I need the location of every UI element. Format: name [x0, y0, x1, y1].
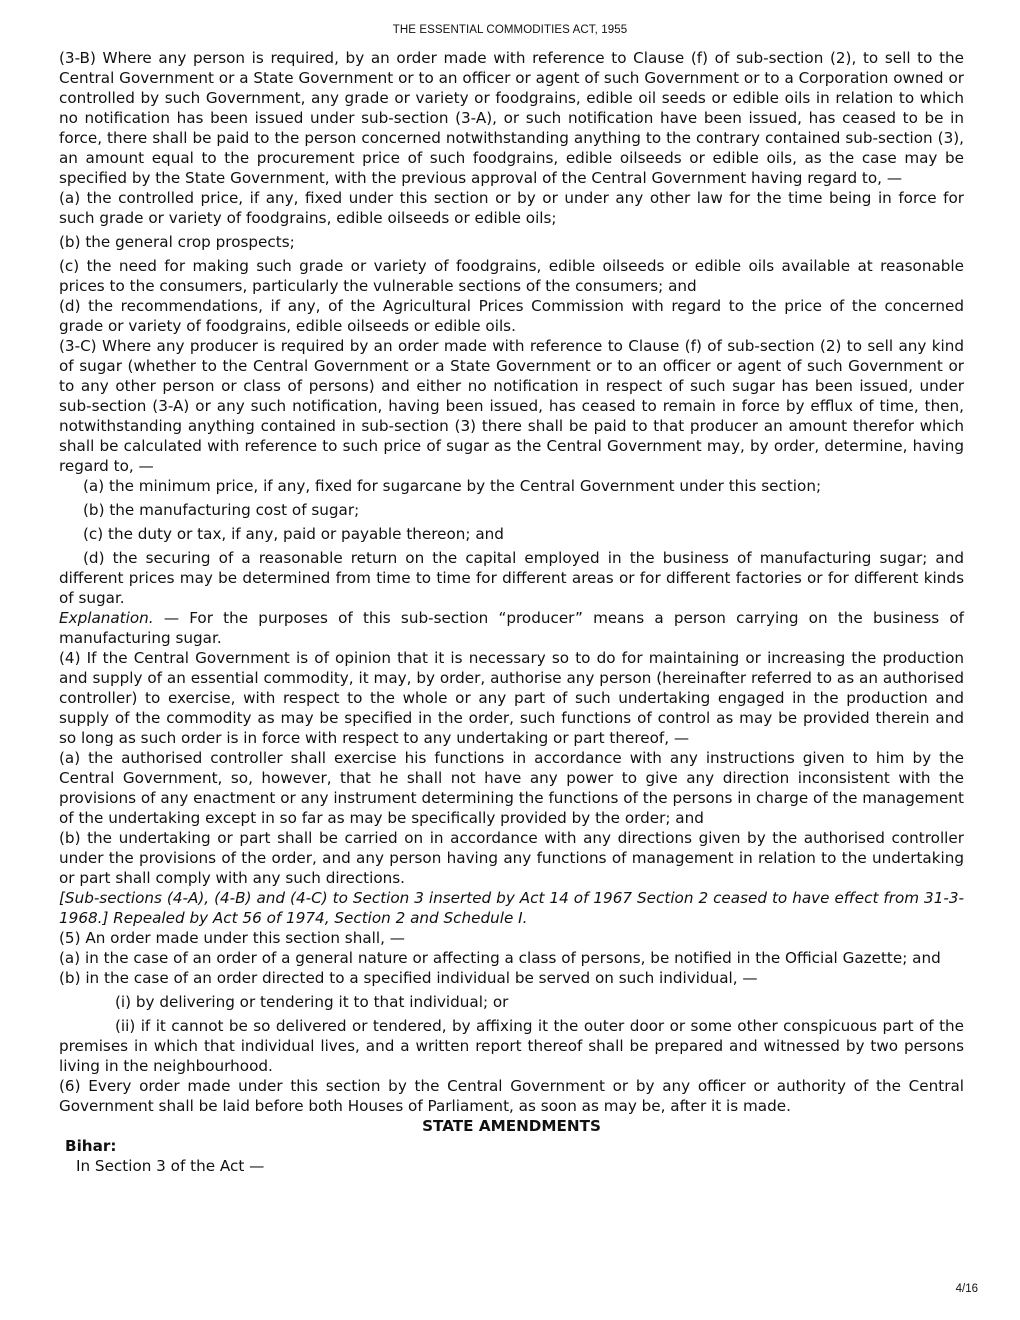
para-3b-c: (c) the need for making such grade or variety of foodgrains, edible oilseeds or edible oils available at reasonable prices to the consumers, particularly the vulnerable sections of the consumers; and	[59, 257, 964, 295]
document-body	[59, 48, 964, 1176]
para-6: (6) Every order made under this section by the Central Government or by any officer or authority of the Central Government shall be laid before both Houses of Parliament, as soon as may be, after it is made.	[59, 1077, 964, 1115]
para-5-b-i: (i) by delivering or tendering it to that individual; or	[115, 993, 509, 1011]
explanation-label: Explanation.	[59, 609, 154, 627]
state-amendments-heading: STATE AMENDMENTS	[422, 1117, 601, 1135]
para-3c-a: (a) the minimum price, if any, fixed for sugarcane by the Central Government under this section;	[83, 477, 822, 495]
para-5: (5) An order made under this section shall, —	[59, 929, 405, 947]
para-3b-a: (a) the controlled price, if any, fixed under this section or by or under any other law for the time being in force for such grade or variety of foodgrains, edible oilseeds or edible oils;	[59, 189, 964, 227]
para-3c-b: (b) the manufacturing cost of sugar;	[83, 501, 360, 519]
para-4-a: (a) the authorised controller shall exercise his functions in accordance with any instructions given to him by the Central Government, so, however, that he shall not have any power to give any direction inconsistent with the provisions of any enactment or any instrument determining the functions of the persons in charge of the management of the undertaking except in so far as may be specifically provided by the order; and	[59, 749, 964, 827]
para-3b: (3-B) Where any person is required, by an order made with reference to Clause (f) of sub-section (2), to sell to the Central Government or a State Government or to an officer or agent of such Government or to a Corporation owned or controlled by such Government, any grade or variety or foodgrains, edible oil seeds or edible oils in relation to which no notification has been issued under sub-section (3-A), or such notification have been issued, has ceased to be in force, there shall be paid to the person concerned notwithstanding anything to the contrary contained sub-section (3), an amount equal to the procurement price of such foodgrains, edible oilseeds or edible oils, as the case may be specified by the State Government, with the previous approval of the Central Government having regard to, —	[59, 49, 964, 187]
para-5-b-ii: (ii) if it cannot be so delivered or tendered, by affixing it the outer door or some other conspicuous part of the premises in which that individual lives, and a written report thereof shall be prepared and witnessed by two persons living in the neighbourhood.	[59, 1017, 964, 1075]
para-5-a: (a) in the case of an order of a general nature or affecting a class of persons, be notified in the Official Gazette; and	[59, 949, 941, 967]
para-3b-d: (d) the recommendations, if any, of the Agricultural Prices Commission with regard to the price of the concerned grade or variety of foodgrains, edible oilseeds or edible oils.	[59, 297, 964, 335]
para-3c: (3-C) Where any producer is required by an order made with reference to Clause (f) of sub-section (2) to sell any kind of sugar (whether to the Central Government or a State Government or to an officer or agent of such Government or to any other person or class of persons) and either no notification in respect of such sugar has been issued, under sub-section (3-A) or any such notification, having been issued, has ceased to remain in force by efflux of time, then, notwithstanding anything contained in sub-section (3) there shall be paid to that producer an amount therefor which shall be calculated with reference to such price of sugar as the Central Government may, by order, determine, having regard to, —	[59, 337, 964, 475]
para-4-b: (b) the undertaking or part shall be carried on in accordance with any directions given by the authorised controller under the provisions of the order, and any person having any functions of management in relation to the undertaking or part shall comply with any such directions.	[59, 829, 964, 887]
para-3c-c: (c) the duty or tax, if any, paid or payable thereon; and	[83, 525, 504, 543]
explanation	[59, 608, 964, 648]
running-header: THE ESSENTIAL COMMODITIES ACT, 1955	[392, 24, 628, 36]
para-4: (4) If the Central Government is of opinion that it is necessary so to do for maintaining or increasing the production and supply of an essential commodity, it may, by order, authorise any person (hereinafter referred to as an authorised controller) to exercise, with respect to the whole or any part of such undertaking engaged in the production and supply of the commodity as may be specified in the order, such functions of control as may be provided therein and so long as such order is in force with respect to any undertaking or part thereof, —	[59, 649, 964, 747]
repealed-note: [Sub-sections (4-A), (4-B) and (4-C) to Section 3 inserted by Act 14 of 1967 Section 2 ceased to have effect from 31-3-1968.] Repealed by Act 56 of 1974, Section 2 and Schedule I.	[59, 889, 964, 927]
para-5-b: (b) in the case of an order directed to a specified individual be served on such individual, —	[59, 969, 758, 987]
explanation-text: — For the purposes of this sub-section “producer” means a person carrying on the business of manufacturing sugar.	[59, 609, 964, 647]
para-3c-d: (d) the securing of a reasonable return on the capital employed in the business of manufacturing sugar; and different prices may be determined from time to time for different areas or for different factories or for different kinds of sugar.	[59, 549, 964, 607]
para-3b-b: (b) the general crop prospects;	[59, 233, 295, 251]
state-name: Bihar:	[65, 1137, 117, 1155]
page-number: 4/16	[955, 1283, 978, 1295]
state-amendment-line: In Section 3 of the Act —	[76, 1157, 265, 1175]
